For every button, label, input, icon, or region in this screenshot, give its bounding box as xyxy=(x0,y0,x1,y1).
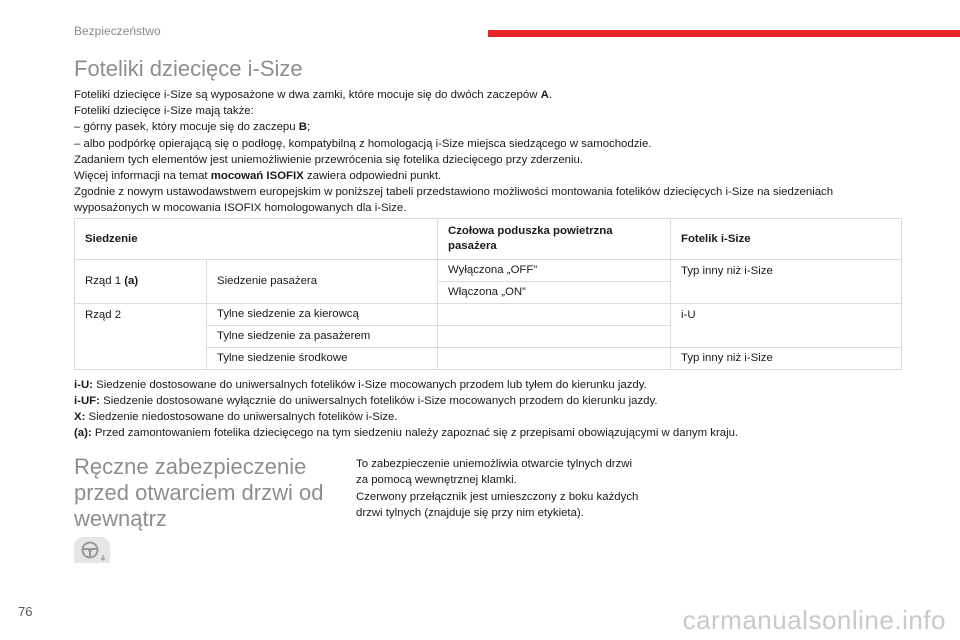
result-cell: i-U xyxy=(671,304,902,348)
airbag-cell xyxy=(438,348,671,370)
legend-item: (a): Przed zamontowaniem fotelika dziecięcego na tym siedzeniu należy zapoznać się z przepisami obowiązującymi w danym kraju. xyxy=(74,427,739,439)
table-row xyxy=(75,304,902,326)
seat-cell: Tylne siedzenie za pasażerem xyxy=(207,326,438,348)
header-seat: Siedzenie xyxy=(75,219,438,260)
section-title: Ręczne zabezpieczenie przed otwarciem drzwi od wewnątrz xyxy=(74,454,324,531)
table-header-row xyxy=(75,219,902,260)
intro-line: Foteliki dziecięce i-Size są wyposażone w dwa zamki, które mocuje się do dwóch zaczepów A. xyxy=(74,89,552,101)
intro-line: Foteliki dziecięce i-Size mają także: xyxy=(74,105,254,118)
section-header: Bezpieczeństwo xyxy=(74,24,161,38)
row-label: Rząd 1 (a) xyxy=(75,260,207,304)
header-airbag: Czołowa poduszka powietrzna pasażera xyxy=(438,219,671,260)
result-cell: Typ inny niż i-Size xyxy=(671,260,902,304)
seat-cell: Siedzenie pasażera xyxy=(207,260,438,304)
header-accent-bar xyxy=(488,30,960,37)
intro-line: – górny pasek, który mocuje się do zaczepu B; xyxy=(74,121,311,134)
page-number: 76 xyxy=(18,604,33,619)
table-row xyxy=(75,260,902,282)
steering-wheel-icon xyxy=(74,537,110,563)
intro-line: – albo podpórkę opierającą się o podłogę, kompatybilną z homologacją i-Size miejsca siedzącego w samochodzie. xyxy=(74,137,652,150)
header-isize: Fotelik i-Size xyxy=(671,219,902,260)
legend-item: i-UF: Siedzenie dostosowane wyłącznie do uniwersalnych fotelików i-Size mocowanych przodem do kierunku jazdy. xyxy=(74,395,658,407)
airbag-cell xyxy=(438,304,671,326)
seat-cell: Tylne siedzenie środkowe xyxy=(207,348,438,370)
intro-text xyxy=(74,87,904,217)
legend-item: X: Siedzenie niedostosowane do uniwersalnych fotelików i-Size. xyxy=(74,411,398,423)
section-paragraph: Czerwony przełącznik jest umieszczony z boku każdych drzwi tylnych (znajduje się przy nim etykieta). xyxy=(356,490,639,519)
page-title: Foteliki dziecięce i-Size xyxy=(74,56,303,81)
section-text xyxy=(356,456,646,521)
airbag-cell: Włączona „ON” xyxy=(438,282,671,304)
section-paragraph: To zabezpieczenie uniemożliwia otwarcie tylnych drzwi za pomocą wewnętrznej klamki. xyxy=(356,458,633,487)
row-label: Rząd 2 xyxy=(75,304,207,370)
intro-line: Zadaniem tych elementów jest uniemożliwienie przewrócenia się fotelika dziecięcego przy zderzeniu. xyxy=(74,153,584,166)
watermark: carmanualsonline.info xyxy=(682,605,946,635)
seat-cell: Tylne siedzenie za kierowcą xyxy=(207,304,438,326)
result-cell: Typ inny niż i-Size xyxy=(671,348,902,370)
intro-line: Więcej informacji na temat mocowań ISOFIX zawiera odpowiedni punkt. xyxy=(74,170,442,183)
isize-seat-table xyxy=(74,218,902,370)
intro-line: Zgodnie z nowym ustawodawstwem europejskim w poniższej tabeli przedstawiono możliwości montowania fotelików dziecięcych i-Size na siedzeniach wyposażonych w mocowania ISOFIX homologowanych dla i-Size. xyxy=(74,186,834,215)
legend-item: i-U: Siedzenie dostosowane do uniwersalnych fotelików i-Size mocowanych przodem lub tyłem do kierunku jazdy. xyxy=(74,379,647,391)
airbag-cell xyxy=(438,326,671,348)
table-legend xyxy=(74,377,904,441)
airbag-cell: Wyłączona „OFF” xyxy=(438,260,671,282)
